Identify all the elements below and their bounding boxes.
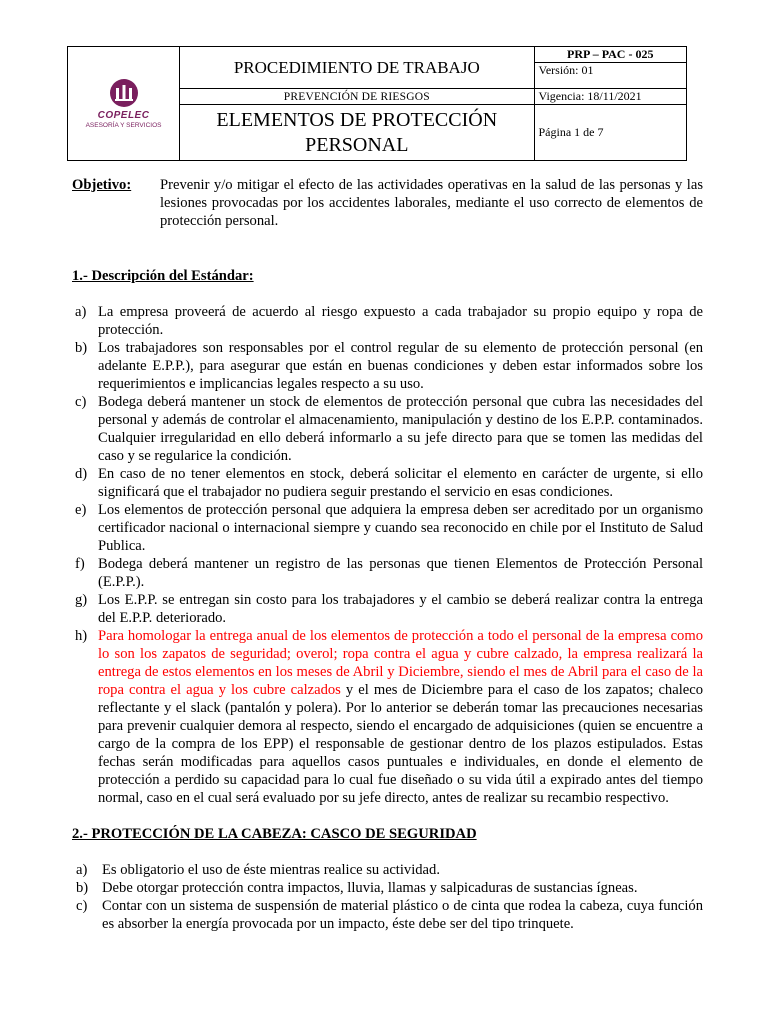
- logo-cell: [68, 47, 180, 161]
- document-header: [67, 46, 687, 161]
- list-item: [72, 627, 703, 807]
- list-item-text: Contar con un sistema de suspensión de material plástico o de cinta que rodea la cabeza, cuya función es absorber la energía provocada por un impacto, éste debe ser del tipo trinquete.: [102, 898, 703, 932]
- document-version: Versión: 01: [534, 63, 687, 89]
- section-2-title: 2.- PROTECCIÓN DE LA CABEZA: CASCO DE SEGURIDAD: [72, 826, 477, 842]
- list-item-text: Bodega deberá mantener un registro de las personas que tienen Elementos de Protección Personal (E.P.P.).: [98, 556, 703, 590]
- list-item-text: Es obligatorio el uso de éste mientras realice su actividad.: [102, 862, 440, 878]
- document-title: ELEMENTOS DE PROTECCIÓN PERSONAL: [180, 105, 534, 161]
- list-item: [72, 591, 703, 627]
- list-marker: a): [76, 862, 88, 878]
- list-marker: c): [75, 394, 87, 410]
- list-item: [72, 501, 703, 555]
- list-marker: b): [76, 880, 89, 896]
- list-marker: g): [75, 592, 88, 608]
- list-item: [72, 861, 703, 879]
- highlighted-text: Para homologar la entrega anual de los elementos de protección a todo el personal de la empresa como lo son los zapatos de seguridad; overol; ropa contra el agua y cubre calzado, la empresa realizará la entrega de estos elementos en los meses de Abril y Diciembre, siendo el mes de Abril para el caso de la ropa contra el agua y los cubre calzados: [98, 628, 703, 698]
- section-1-list: [72, 303, 703, 807]
- logo-name: COPELEC: [97, 110, 150, 121]
- list-item: [72, 339, 703, 393]
- list-item: [72, 393, 703, 465]
- document-validity: Vigencia: 18/11/2021: [534, 89, 687, 105]
- list-item: [72, 555, 703, 591]
- list-item: [72, 879, 703, 897]
- list-item-text: Los E.P.P. se entregan sin costo para los trabajadores y el cambio se deberá realizar contra la entrega del E.P.P. deteriorado.: [98, 592, 703, 626]
- list-item: [72, 465, 703, 501]
- list-marker: f): [75, 556, 85, 572]
- list-marker: d): [75, 466, 88, 482]
- document-code: PRP – PAC - 025: [534, 47, 687, 63]
- list-item-text: La empresa proveerá de acuerdo al riesgo expuesto a cada trabajador su propio equipo y ropa de protección.: [98, 304, 703, 338]
- list-marker: c): [76, 898, 88, 914]
- list-item-text: Los elementos de protección personal que adquiera la empresa deben ser acreditado por un organismo certificador nacional o internacional siempre y cuando sea reconocido en chile por el Instituto de Salud Publica.: [98, 502, 703, 554]
- list-item-text: Debe otorgar protección contra impactos, lluvia, llamas y salpicaduras de sustancias ígneas.: [102, 880, 638, 896]
- procedure-subtitle: PREVENCIÓN DE RIESGOS: [180, 89, 534, 105]
- objective-block: [72, 176, 703, 230]
- list-item: [72, 897, 703, 933]
- procedure-title: PROCEDIMIENTO DE TRABAJO: [180, 47, 534, 89]
- list-marker: a): [75, 304, 87, 320]
- logo-subtitle: ASESORÍA Y SERVICIOS: [85, 122, 162, 129]
- page-number: Página 1 de 7: [534, 105, 687, 161]
- objective-text: Prevenir y/o mitigar el efecto de las actividades operativas en la salud de las personas y las lesiones provocadas por los accidentes laborales, mediante el uso correcto de elementos de protección personal.: [160, 177, 703, 229]
- section-2-list: [72, 861, 703, 933]
- list-marker: e): [75, 502, 87, 518]
- list-item-text: Bodega deberá mantener un stock de elementos de protección personal que cubra las necesidades del personal y además de controlar el almacenamiento, manipulación y destino de los E.P.P. contaminados. Cualquier irregularidad en ello deberá informarlo a su jefe directo para que se tomen las medidas del caso y se regularice la condición.: [98, 394, 703, 464]
- objective-label: Objetivo:: [72, 177, 132, 193]
- list-item-text: [98, 627, 703, 807]
- list-marker: b): [75, 340, 88, 356]
- list-marker: h): [75, 628, 88, 644]
- document-body: [72, 176, 703, 933]
- list-item: [72, 303, 703, 339]
- company-logo: [68, 78, 179, 129]
- regular-text: y el mes de Diciembre para el caso de los zapatos; chaleco reflectante y el slack (pantalón y polera). Por lo anterior se deberán tomar las precauciones necesarias para prevenir cualquier demora al respecto, siendo el encargado de adquisiciones (quien se encuentre a cargo de la compra de los EPP) el responsable de gestionar dentro de los plazos estipulados. Estas fechas serán modificadas para aquellos casos puntuales e individuales, en donde el elemento de protección a perdido su capacidad para lo cual fue diseñado o su vida útil a expirado antes del tiempo normal, caso en el cual será evaluado por su jefe directo, antes de realizar su recambio respectivo.: [98, 682, 703, 806]
- list-item-text: Los trabajadores son responsables por el control regular de su elemento de protección personal (en adelante E.P.P.), para asegurar que están en buenas condiciones y deben estar informados sobre los requerimientos e implicancias legales respecto a su uso.: [98, 340, 703, 392]
- copelec-logo-icon: [109, 78, 139, 108]
- list-item-text: En caso de no tener elementos en stock, deberá solicitar el elemento en carácter de urgente, si ello significará que el trabajador no pudiera seguir prestando el servicio en esas condiciones.: [98, 466, 703, 500]
- section-1-title: 1.- Descripción del Estándar:: [72, 268, 254, 284]
